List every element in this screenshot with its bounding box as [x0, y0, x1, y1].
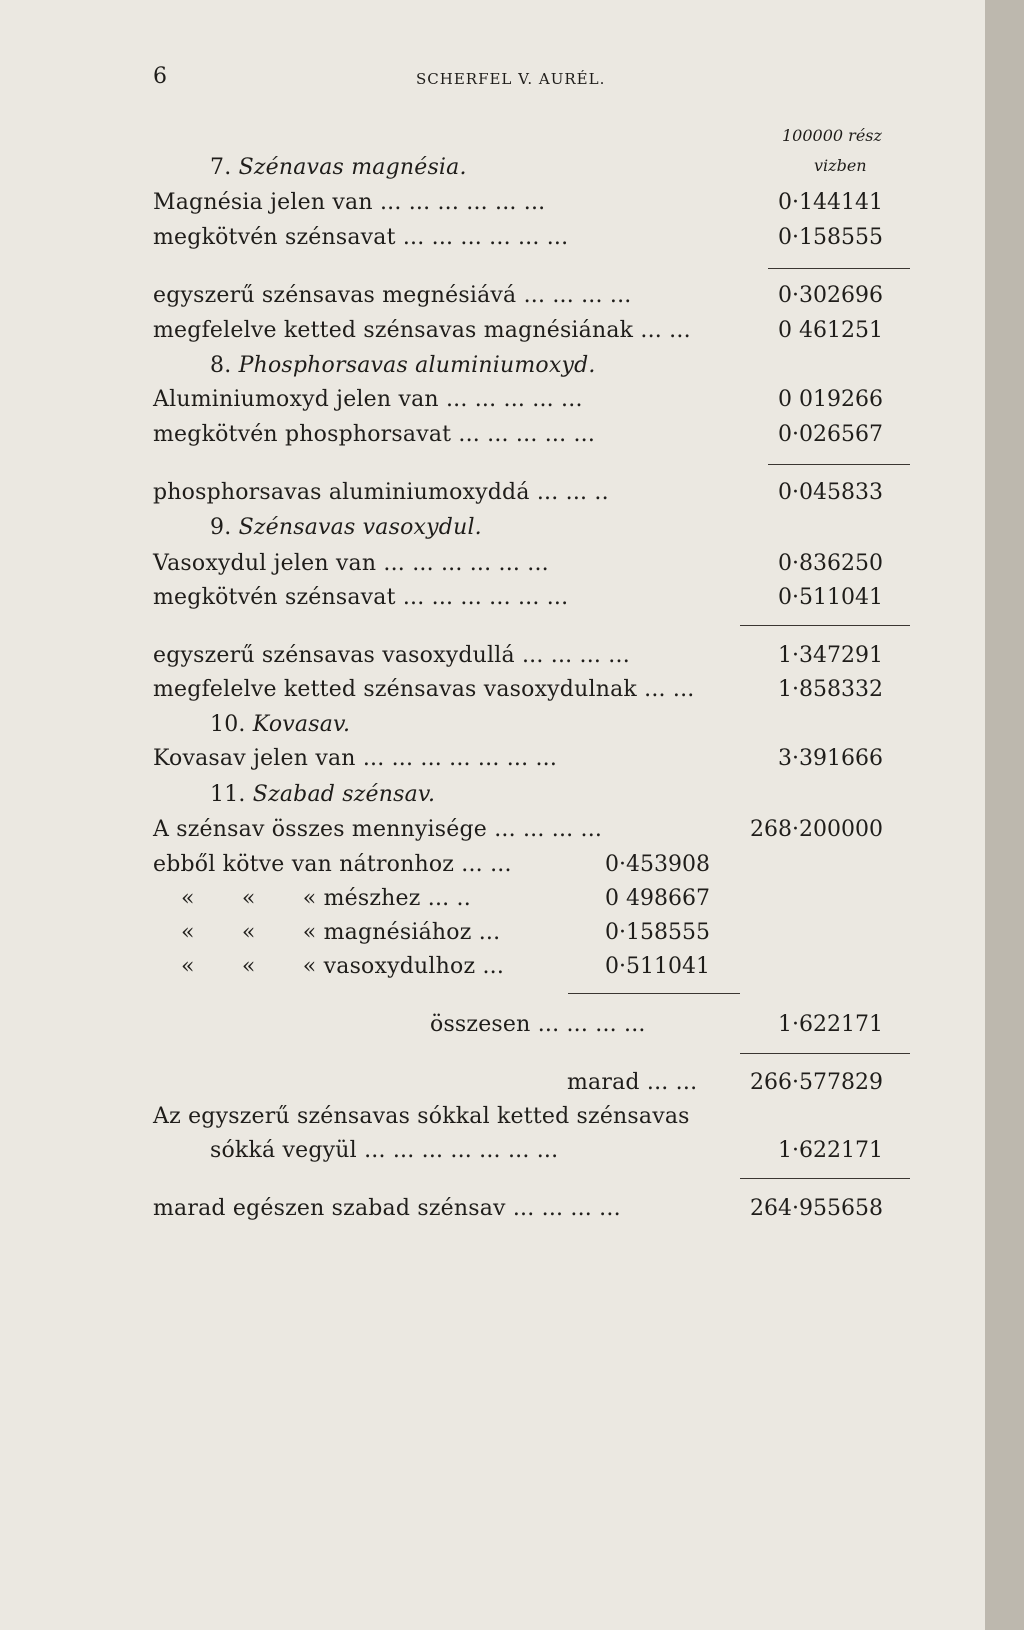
row-label: megfelelve ketted szénsavas vasoxydulnak ... ...: [153, 677, 695, 702]
row-label: « « « magnésiához ...: [181, 920, 501, 945]
sum-rule: [740, 625, 910, 626]
ditto-mark: «: [181, 886, 195, 911]
row-value: 1·858332: [778, 677, 883, 702]
row-label: « « « vasoxydulhoz ...: [181, 954, 505, 979]
row-label: « « « mészhez ... ..: [181, 886, 471, 911]
row-label: ebből kötve van nátronhoz ... ...: [153, 852, 512, 877]
row-value: 266·577829: [750, 1070, 883, 1095]
page-number: 6: [153, 64, 168, 89]
row-value: 0·511041: [778, 585, 883, 610]
row-value: 0·836250: [778, 551, 883, 576]
row-label: phosphorsavas aluminiumoxyddá ... ... ..: [153, 480, 609, 505]
row-value: 0·144141: [778, 190, 883, 215]
row-value: 0·453908: [605, 852, 710, 877]
row-label: Kovasav jelen van ... ... ... ... ... ... ...: [153, 746, 558, 771]
sum-rule: [740, 1178, 910, 1179]
row-label: marad ... ...: [567, 1070, 698, 1095]
section-title-8: 8. Phosphorsavas aluminiumoxyd.: [210, 353, 596, 378]
section-title-11: 11. Szabad szénsav.: [210, 782, 436, 807]
row-label: marad egészen szabad szénsav ... ... ... ...: [153, 1196, 621, 1221]
row-value: 0 461251: [778, 318, 883, 343]
row-label: megfelelve ketted szénsavas magnésiának ... ...: [153, 318, 691, 343]
row-label: sókká vegyül ... ... ... ... ... ... ...: [210, 1138, 559, 1163]
running-title: SCHERFEL V. AURÉL.: [416, 70, 606, 88]
column-header-line1: 100000 rész: [782, 126, 882, 145]
row-value: 0 019266: [778, 387, 883, 412]
row-label: egyszerű szénsavas megnésiává ... ... ... ...: [153, 283, 632, 308]
ditto-mark: «: [181, 920, 195, 945]
row-value: 1·622171: [778, 1012, 883, 1037]
row-value: 268·200000: [750, 817, 883, 842]
row-value: 1·347291: [778, 643, 883, 668]
page-edge: [985, 0, 1024, 1630]
ditto-mark: «: [302, 886, 317, 911]
row-label: egyszerű szénsavas vasoxydullá ... ... ... ...: [153, 643, 630, 668]
row-value: 0·158555: [605, 920, 710, 945]
row-value: 264·955658: [750, 1196, 883, 1221]
row-value: 0·302696: [778, 283, 883, 308]
row-value: 0·045833: [778, 480, 883, 505]
section-title-9: 9. Szénsavas vasoxydul.: [210, 515, 482, 540]
row-value: 0·158555: [778, 225, 883, 250]
section-title-7: 7. Szénavas magnésia.: [210, 155, 467, 180]
row-value: 1·622171: [778, 1138, 883, 1163]
ditto-mark: «: [181, 954, 195, 979]
ditto-mark: «: [241, 920, 256, 945]
sum-rule: [768, 268, 910, 269]
row-label: megkötvén phosphorsavat ... ... ... ... ...: [153, 422, 596, 447]
row-label: Vasoxydul jelen van ... ... ... ... ... ...: [153, 551, 549, 576]
sum-rule: [740, 1053, 910, 1054]
column-header-line2: vizben: [814, 156, 867, 175]
section-title-10: 10. Kovasav.: [210, 712, 351, 737]
row-value: 0·511041: [605, 954, 710, 979]
row-value: 3·391666: [778, 746, 883, 771]
ditto-mark: «: [241, 954, 256, 979]
row-label: Aluminiumoxyd jelen van ... ... ... ... ...: [153, 387, 583, 412]
sum-rule: [768, 464, 910, 465]
row-label: Az egyszerű szénsavas sókkal ketted szénsavas: [153, 1104, 690, 1129]
row-value: 0·026567: [778, 422, 883, 447]
ditto-mark: «: [302, 954, 317, 979]
ditto-mark: «: [302, 920, 317, 945]
ditto-mark: «: [241, 886, 256, 911]
row-label: A szénsav összes mennyisége ... ... ... ...: [153, 817, 603, 842]
sum-rule: [568, 993, 740, 994]
row-label: megkötvén szénsavat ... ... ... ... ... ...: [153, 585, 569, 610]
row-label: Magnésia jelen van ... ... ... ... ... ...: [153, 190, 546, 215]
row-label: összesen ... ... ... ...: [430, 1012, 646, 1037]
row-value: 0 498667: [605, 886, 710, 911]
row-label: megkötvén szénsavat ... ... ... ... ... ...: [153, 225, 569, 250]
